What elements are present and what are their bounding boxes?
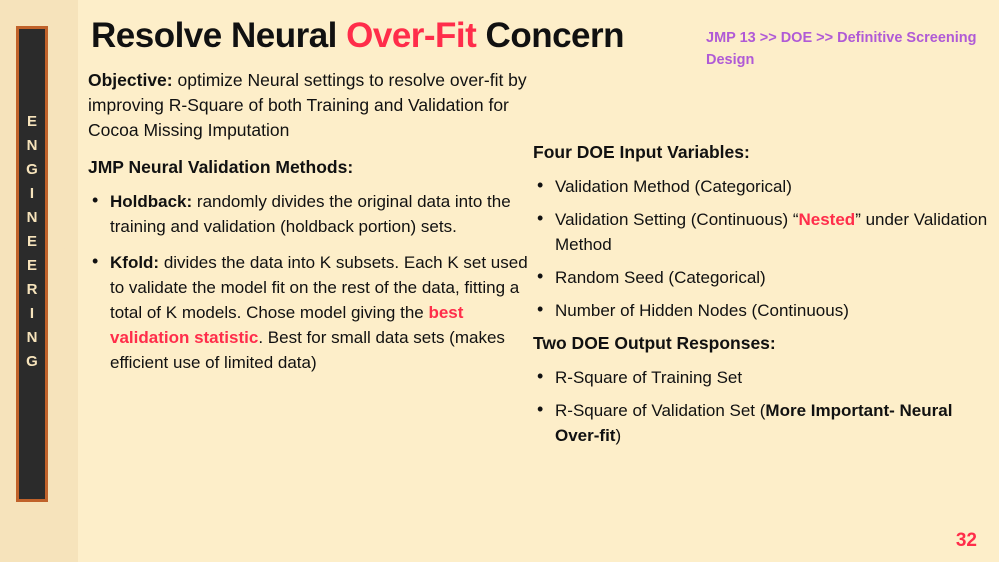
input-variable-1: Validation Method (Categorical)	[555, 177, 792, 196]
list-item	[533, 174, 993, 199]
breadcrumb: JMP 13 >> DOE >> Definitive Screening Design	[706, 30, 977, 68]
method-term-holdback: Holdback:	[110, 192, 193, 211]
method-text-holdback: randomly divides the original data into the training and validation (holdback portion) sets.	[110, 192, 511, 236]
objective-label: Objective:	[88, 70, 173, 90]
list-item	[533, 365, 993, 390]
method-highlight-kfold: best validation statistic	[110, 303, 464, 347]
list-item	[88, 250, 543, 375]
input-variable-2-highlight: Nested	[798, 210, 856, 229]
right-column	[533, 140, 993, 456]
output-response-2-bold: More Important- Neural Over-fit	[555, 401, 953, 445]
sidebar-vertical-label: E N G I N E E R I N G	[26, 113, 38, 370]
input-variable-3: Random Seed (Categorical)	[555, 268, 766, 287]
methods-heading: JMP Neural Validation Methods:	[88, 157, 354, 177]
methods-list	[88, 189, 543, 375]
page-number: 32	[955, 530, 977, 551]
title-part-2: Concern	[476, 16, 625, 55]
outputs-heading: Two DOE Output Responses:	[533, 333, 776, 353]
left-sidebar-strip	[0, 0, 78, 562]
objective-text: optimize Neural settings to resolve over-fit by improving R-Square of both Training and Validation for Cocoa Missing Imputation	[88, 70, 527, 140]
output-response-2-part2: )	[615, 426, 622, 445]
title-part-1: Resolve Neural	[91, 16, 347, 55]
left-column	[88, 68, 543, 386]
list-item	[533, 398, 993, 448]
method-text-kfold-2: . Best for small data sets (makes efficient use of limited data)	[110, 328, 505, 372]
output-response-1: R-Square of Training Set	[555, 368, 743, 387]
outputs-list	[533, 365, 993, 448]
input-variable-2-part2: ” under Validation Method	[555, 210, 988, 254]
inputs-heading: Four DOE Input Variables:	[533, 142, 750, 162]
title-highlight: Over-Fit	[346, 16, 477, 55]
list-item	[533, 207, 993, 257]
output-response-2-part1: R-Square of Validation Set (	[555, 401, 766, 420]
input-variable-4: Number of Hidden Nodes (Continuous)	[555, 301, 849, 320]
input-variable-2-part1: Validation Setting (Continuous) “	[555, 210, 799, 229]
list-item	[533, 298, 993, 323]
objective-paragraph	[88, 68, 543, 143]
page-title	[91, 16, 624, 56]
list-item	[88, 189, 543, 239]
method-term-kfold: Kfold:	[110, 253, 160, 272]
slide-content	[78, 0, 999, 562]
list-item	[533, 265, 993, 290]
inputs-list	[533, 174, 993, 323]
method-text-kfold-1: divides the data into K subsets. Each K set used to validate the model fit on the rest of the data, fitting a total of K models. Chose model giving the	[110, 253, 528, 322]
